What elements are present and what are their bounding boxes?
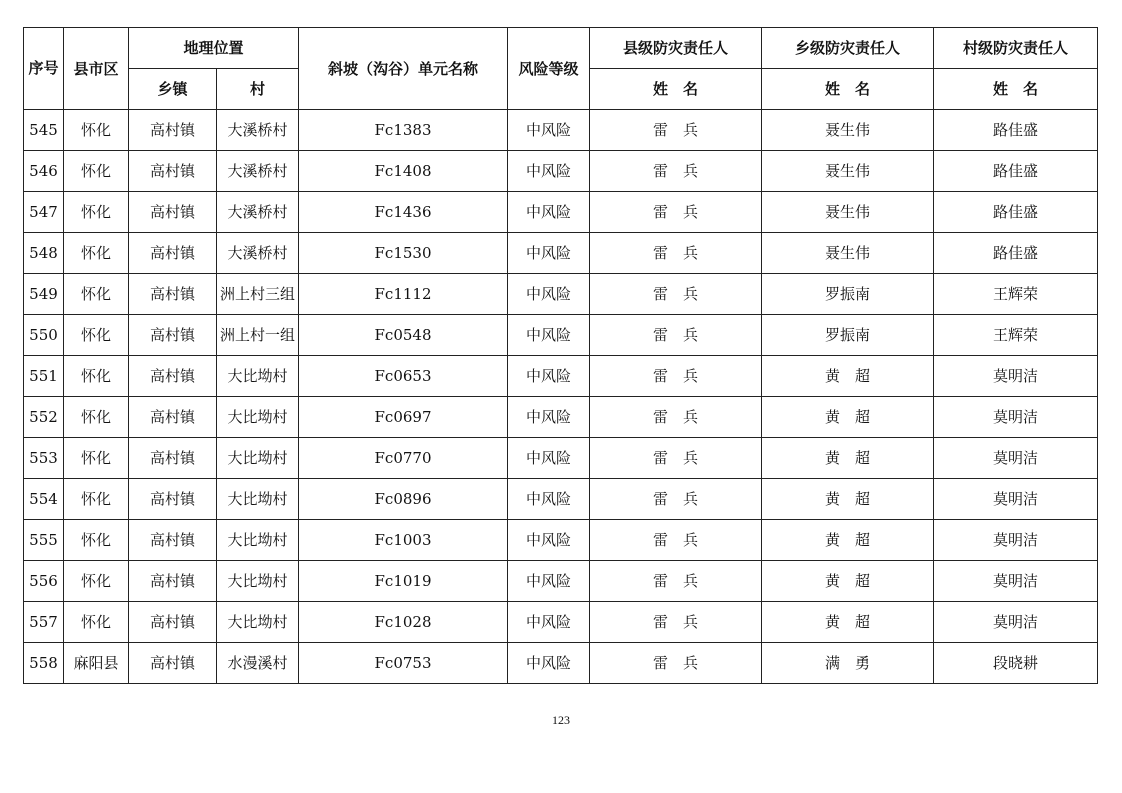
cell-township-text: 高村镇: [149, 367, 195, 385]
header-town-responsible: 乡级防灾责任人: [762, 28, 934, 69]
cell-village-person-text: 王辉荣: [993, 285, 1039, 303]
cell-village: [217, 151, 299, 192]
cell-unit-name-text: Fc1003: [374, 531, 432, 549]
cell-county-text: 怀化: [80, 449, 111, 467]
cell-village-text: 大比坳村: [227, 367, 288, 385]
cell-township: [129, 602, 217, 643]
cell-town-person: [762, 643, 934, 684]
cell-unit-name: [299, 561, 508, 602]
cell-county-person: [590, 438, 762, 479]
cell-village-person-text: 莫明洁: [993, 408, 1039, 426]
cell-risk-level: [508, 192, 590, 233]
cell-township: [129, 438, 217, 479]
cell-seq-text: 556: [29, 572, 58, 590]
cell-village-person-text: 莫明洁: [993, 613, 1039, 631]
cell-village-person: [934, 315, 1098, 356]
table-row: [24, 438, 1098, 479]
cell-county-person-text: 雷 兵: [653, 367, 699, 385]
cell-unit-name: [299, 192, 508, 233]
cell-village-text: 水漫溪村: [227, 654, 288, 672]
cell-county-text: 怀化: [80, 285, 111, 303]
cell-seq-text: 546: [29, 162, 58, 180]
cell-county-person-text: 雷 兵: [653, 531, 699, 549]
page-number: 123: [552, 713, 570, 727]
cell-county-person: [590, 356, 762, 397]
cell-unit-name: [299, 356, 508, 397]
cell-seq-text: 549: [29, 285, 58, 303]
cell-township-text: 高村镇: [149, 121, 195, 139]
cell-township-text: 高村镇: [149, 490, 195, 508]
cell-county-text: 怀化: [80, 244, 111, 262]
cell-county: [64, 233, 129, 274]
cell-county-text: 怀化: [80, 121, 111, 139]
cell-township: [129, 233, 217, 274]
cell-risk-level: [508, 479, 590, 520]
cell-unit-name-text: Fc1530: [374, 244, 432, 262]
cell-unit-name: [299, 274, 508, 315]
cell-village: [217, 438, 299, 479]
cell-village-person: [934, 520, 1098, 561]
cell-town-person: [762, 397, 934, 438]
cell-village-text: 大比坳村: [227, 613, 288, 631]
cell-county-text: 怀化: [80, 531, 111, 549]
cell-village-text: 大比坳村: [227, 531, 288, 549]
cell-town-person-text: 黄 超: [825, 613, 871, 631]
risk-table: [23, 27, 1098, 684]
cell-town-person-text: 黄 超: [825, 367, 871, 385]
cell-county: [64, 643, 129, 684]
cell-risk-level-text: 中风险: [526, 613, 572, 631]
cell-county-text: 怀化: [80, 490, 111, 508]
cell-village-text: 大溪桥村: [227, 162, 288, 180]
cell-unit-name: [299, 602, 508, 643]
cell-village: [217, 192, 299, 233]
cell-risk-level: [508, 561, 590, 602]
table-row: [24, 110, 1098, 151]
cell-village: [217, 397, 299, 438]
cell-county: [64, 520, 129, 561]
cell-county-person: [590, 643, 762, 684]
cell-unit-name: [299, 438, 508, 479]
cell-town-person-text: 聂生伟: [825, 121, 871, 139]
cell-unit-name: [299, 520, 508, 561]
cell-village-text: 洲上村一组: [220, 326, 296, 344]
cell-seq-text: 558: [29, 654, 58, 672]
cell-town-person: [762, 602, 934, 643]
header-village: 村: [217, 69, 299, 110]
cell-risk-level: [508, 438, 590, 479]
cell-county-text: 麻阳县: [73, 654, 119, 672]
cell-town-person: [762, 233, 934, 274]
cell-village-person: [934, 274, 1098, 315]
cell-town-person: [762, 192, 934, 233]
table-row: [24, 233, 1098, 274]
cell-township: [129, 110, 217, 151]
cell-village: [217, 356, 299, 397]
cell-township-text: 高村镇: [149, 654, 195, 672]
table-row: [24, 274, 1098, 315]
table-body: [24, 110, 1098, 684]
cell-unit-name: [299, 479, 508, 520]
cell-village-person-text: 王辉荣: [993, 326, 1039, 344]
cell-unit-name-text: Fc1028: [374, 613, 432, 631]
cell-county: [64, 356, 129, 397]
cell-unit-name-text: Fc1436: [374, 203, 432, 221]
cell-village-person: [934, 397, 1098, 438]
cell-township-text: 高村镇: [149, 408, 195, 426]
cell-village: [217, 643, 299, 684]
cell-seq-text: 553: [29, 449, 58, 467]
cell-unit-name: [299, 397, 508, 438]
cell-village-person-text: 莫明洁: [993, 490, 1039, 508]
cell-county-person: [590, 520, 762, 561]
cell-village: [217, 479, 299, 520]
cell-risk-level: [508, 110, 590, 151]
cell-village-person: [934, 192, 1098, 233]
cell-county-person-text: 雷 兵: [653, 613, 699, 631]
cell-village-person-text: 莫明洁: [993, 367, 1039, 385]
cell-county: [64, 192, 129, 233]
cell-risk-level-text: 中风险: [526, 490, 572, 508]
header-county: 县市区: [64, 28, 129, 110]
header-risk-level: 风险等级: [508, 28, 590, 110]
cell-county-person-text: 雷 兵: [653, 285, 699, 303]
cell-town-person: [762, 520, 934, 561]
cell-town-person: [762, 274, 934, 315]
cell-seq: [24, 233, 64, 274]
cell-village-person-text: 莫明洁: [993, 449, 1039, 467]
cell-seq-text: 554: [29, 490, 58, 508]
cell-county-person-text: 雷 兵: [653, 162, 699, 180]
cell-county-person: [590, 397, 762, 438]
cell-unit-name: [299, 151, 508, 192]
cell-village-text: 洲上村三组: [220, 285, 296, 303]
header-town-name: 姓 名: [762, 69, 934, 110]
cell-village-text: 大比坳村: [227, 572, 288, 590]
cell-seq: [24, 438, 64, 479]
cell-county-person: [590, 151, 762, 192]
cell-unit-name: [299, 315, 508, 356]
cell-township-text: 高村镇: [149, 613, 195, 631]
table-row: [24, 602, 1098, 643]
cell-unit-name-text: Fc1019: [374, 572, 432, 590]
table-row: [24, 561, 1098, 602]
cell-seq-text: 548: [29, 244, 58, 262]
cell-village-text: 大溪桥村: [227, 121, 288, 139]
cell-town-person-text: 黄 超: [825, 531, 871, 549]
cell-county-person: [590, 315, 762, 356]
cell-county: [64, 479, 129, 520]
header-village-responsible: 村级防灾责任人: [934, 28, 1098, 69]
cell-township: [129, 520, 217, 561]
cell-unit-name-text: Fc0697: [374, 408, 432, 426]
cell-village-person-text: 路佳盛: [993, 244, 1039, 262]
cell-seq: [24, 397, 64, 438]
header-village-name: 姓 名: [934, 69, 1098, 110]
cell-village-person-text: 路佳盛: [993, 162, 1039, 180]
cell-risk-level: [508, 274, 590, 315]
cell-risk-level-text: 中风险: [526, 121, 572, 139]
cell-seq: [24, 520, 64, 561]
cell-county: [64, 151, 129, 192]
cell-unit-name-text: Fc1408: [374, 162, 432, 180]
cell-risk-level-text: 中风险: [526, 162, 572, 180]
cell-county-person: [590, 561, 762, 602]
cell-town-person-text: 聂生伟: [825, 162, 871, 180]
cell-village-person: [934, 110, 1098, 151]
cell-township-text: 高村镇: [149, 285, 195, 303]
cell-town-person: [762, 438, 934, 479]
cell-town-person-text: 黄 超: [825, 572, 871, 590]
cell-seq: [24, 315, 64, 356]
table-header: [24, 28, 1098, 110]
cell-seq: [24, 479, 64, 520]
cell-county-person-text: 雷 兵: [653, 408, 699, 426]
cell-risk-level-text: 中风险: [526, 285, 572, 303]
cell-village: [217, 602, 299, 643]
cell-county-text: 怀化: [80, 613, 111, 631]
cell-village-person: [934, 643, 1098, 684]
cell-county-text: 怀化: [80, 572, 111, 590]
cell-village-text: 大比坳村: [227, 490, 288, 508]
cell-county-person: [590, 479, 762, 520]
cell-village: [217, 315, 299, 356]
cell-seq-text: 555: [29, 531, 58, 549]
cell-village-text: 大比坳村: [227, 449, 288, 467]
header-seq: 序号: [24, 28, 64, 110]
header-county-name: 姓 名: [590, 69, 762, 110]
cell-town-person: [762, 151, 934, 192]
cell-town-person: [762, 561, 934, 602]
cell-village-person: [934, 438, 1098, 479]
cell-township: [129, 192, 217, 233]
cell-county: [64, 561, 129, 602]
cell-township-text: 高村镇: [149, 531, 195, 549]
cell-township: [129, 356, 217, 397]
cell-risk-level: [508, 233, 590, 274]
cell-seq: [24, 356, 64, 397]
cell-township: [129, 397, 217, 438]
cell-village-person: [934, 233, 1098, 274]
cell-seq: [24, 602, 64, 643]
cell-risk-level-text: 中风险: [526, 367, 572, 385]
cell-county: [64, 397, 129, 438]
cell-township-text: 高村镇: [149, 449, 195, 467]
cell-seq-text: 552: [29, 408, 58, 426]
cell-county-person-text: 雷 兵: [653, 572, 699, 590]
table-row: [24, 315, 1098, 356]
cell-risk-level-text: 中风险: [526, 654, 572, 672]
cell-seq-text: 557: [29, 613, 58, 631]
cell-village-text: 大比坳村: [227, 408, 288, 426]
table-row: [24, 479, 1098, 520]
cell-unit-name: [299, 643, 508, 684]
header-county-responsible: 县级防灾责任人: [590, 28, 762, 69]
cell-town-person-text: 聂生伟: [825, 203, 871, 221]
cell-seq: [24, 151, 64, 192]
cell-risk-level: [508, 602, 590, 643]
table-row: [24, 356, 1098, 397]
cell-town-person-text: 聂生伟: [825, 244, 871, 262]
cell-village: [217, 561, 299, 602]
cell-unit-name-text: Fc0896: [374, 490, 432, 508]
cell-risk-level: [508, 397, 590, 438]
cell-township: [129, 151, 217, 192]
cell-township-text: 高村镇: [149, 244, 195, 262]
cell-county-person-text: 雷 兵: [653, 490, 699, 508]
cell-township-text: 高村镇: [149, 326, 195, 344]
cell-county-person: [590, 274, 762, 315]
header-township: 乡镇: [129, 69, 217, 110]
cell-township-text: 高村镇: [149, 203, 195, 221]
cell-unit-name-text: Fc0653: [374, 367, 432, 385]
cell-village-person-text: 莫明洁: [993, 531, 1039, 549]
cell-unit-name: [299, 233, 508, 274]
cell-county-person-text: 雷 兵: [653, 121, 699, 139]
cell-unit-name-text: Fc0548: [374, 326, 432, 344]
cell-county-person-text: 雷 兵: [653, 244, 699, 262]
cell-village-person-text: 段晓耕: [993, 654, 1039, 672]
cell-risk-level-text: 中风险: [526, 326, 572, 344]
cell-village-person: [934, 561, 1098, 602]
cell-township: [129, 274, 217, 315]
cell-county-text: 怀化: [80, 326, 111, 344]
cell-unit-name: [299, 110, 508, 151]
cell-county: [64, 438, 129, 479]
header-location: 地理位置: [129, 28, 299, 69]
cell-county: [64, 315, 129, 356]
cell-town-person-text: 罗振南: [825, 326, 871, 344]
cell-risk-level-text: 中风险: [526, 408, 572, 426]
cell-county: [64, 602, 129, 643]
cell-township: [129, 315, 217, 356]
cell-seq: [24, 643, 64, 684]
cell-township-text: 高村镇: [149, 162, 195, 180]
cell-township: [129, 643, 217, 684]
table-row: [24, 397, 1098, 438]
cell-village: [217, 520, 299, 561]
cell-village-person-text: 路佳盛: [993, 203, 1039, 221]
cell-unit-name-text: Fc0753: [374, 654, 432, 672]
cell-village-text: 大溪桥村: [227, 244, 288, 262]
cell-seq: [24, 192, 64, 233]
cell-risk-level: [508, 643, 590, 684]
cell-township: [129, 561, 217, 602]
cell-county-person: [590, 192, 762, 233]
cell-town-person: [762, 110, 934, 151]
cell-village-person: [934, 602, 1098, 643]
cell-risk-level: [508, 356, 590, 397]
cell-seq-text: 550: [29, 326, 58, 344]
table-row: [24, 151, 1098, 192]
cell-village: [217, 233, 299, 274]
cell-risk-level-text: 中风险: [526, 572, 572, 590]
cell-county: [64, 110, 129, 151]
cell-risk-level-text: 中风险: [526, 531, 572, 549]
cell-seq-text: 551: [29, 367, 58, 385]
cell-risk-level-text: 中风险: [526, 449, 572, 467]
cell-county-person: [590, 110, 762, 151]
cell-town-person-text: 黄 超: [825, 449, 871, 467]
table-row: [24, 520, 1098, 561]
cell-seq-text: 547: [29, 203, 58, 221]
cell-county-person-text: 雷 兵: [653, 449, 699, 467]
cell-county-text: 怀化: [80, 367, 111, 385]
table-row: [24, 192, 1098, 233]
cell-village: [217, 274, 299, 315]
cell-seq: [24, 274, 64, 315]
cell-county-person: [590, 602, 762, 643]
table-row: [24, 643, 1098, 684]
cell-county-person: [590, 233, 762, 274]
cell-county-person-text: 雷 兵: [653, 326, 699, 344]
cell-village-person: [934, 479, 1098, 520]
cell-village: [217, 110, 299, 151]
cell-seq: [24, 561, 64, 602]
cell-risk-level: [508, 520, 590, 561]
cell-village-person-text: 莫明洁: [993, 572, 1039, 590]
cell-seq-text: 545: [29, 121, 58, 139]
cell-village-person-text: 路佳盛: [993, 121, 1039, 139]
cell-unit-name-text: Fc0770: [374, 449, 432, 467]
cell-town-person-text: 黄 超: [825, 408, 871, 426]
cell-risk-level: [508, 315, 590, 356]
header-unit-name: 斜坡（沟谷）单元名称: [299, 28, 508, 110]
cell-village-person: [934, 356, 1098, 397]
cell-town-person-text: 黄 超: [825, 490, 871, 508]
cell-risk-level: [508, 151, 590, 192]
cell-town-person: [762, 479, 934, 520]
cell-town-person: [762, 315, 934, 356]
cell-risk-level-text: 中风险: [526, 203, 572, 221]
cell-county-text: 怀化: [80, 408, 111, 426]
cell-unit-name-text: Fc1112: [374, 285, 432, 303]
cell-town-person-text: 罗振南: [825, 285, 871, 303]
cell-village-person: [934, 151, 1098, 192]
cell-township: [129, 479, 217, 520]
cell-town-person-text: 满 勇: [825, 654, 871, 672]
cell-county-text: 怀化: [80, 203, 111, 221]
cell-unit-name-text: Fc1383: [374, 121, 432, 139]
cell-county-person-text: 雷 兵: [653, 203, 699, 221]
cell-county-person-text: 雷 兵: [653, 654, 699, 672]
cell-seq: [24, 110, 64, 151]
cell-risk-level-text: 中风险: [526, 244, 572, 262]
cell-village-text: 大溪桥村: [227, 203, 288, 221]
cell-county-text: 怀化: [80, 162, 111, 180]
cell-county: [64, 274, 129, 315]
cell-township-text: 高村镇: [149, 572, 195, 590]
cell-town-person: [762, 356, 934, 397]
